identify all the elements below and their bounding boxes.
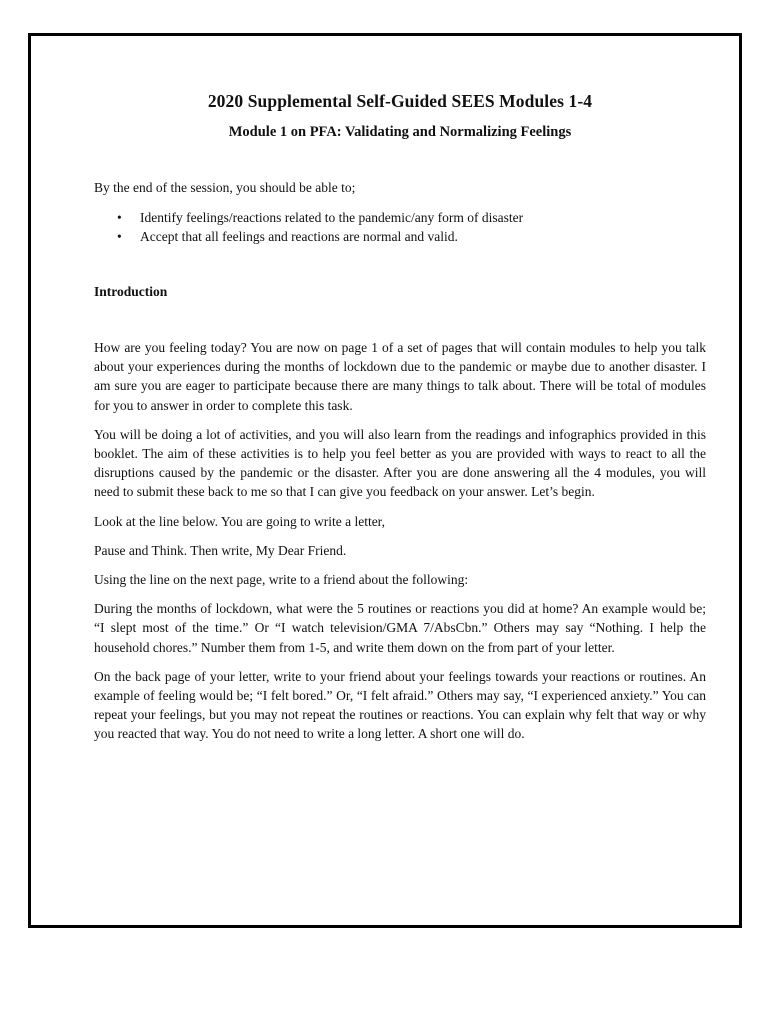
body-text — [94, 338, 706, 754]
document-title: 2020 Supplemental Self-Guided SEES Modules 1-4 — [207, 91, 593, 111]
objectives-list — [94, 208, 523, 246]
list-item — [94, 208, 523, 227]
page-border — [28, 33, 742, 928]
bullet-icon: • — [117, 229, 122, 244]
paragraph: You will be doing a lot of activities, and you will also learn from the readings and infographics provided in this booklet. The aim of these activities is to help you feel better as you are provided with ways to react to all the disruptions caused by the pandemic or the disaster. After you are done answering all the 4 modules, you will need to submit these back to me so that I can give you feedback on your answer. Let’s begin. — [94, 426, 706, 500]
paragraph: During the months of lockdown, what were the 5 routines or reactions you did at home? An example would be; “I slept most of the time.” Or “I watch television/GMA 7/AbsCbn.” Others may say “Nothing. I help the household chores.” Number them from 1-5, and write them down on the from part of your letter. — [94, 601, 706, 655]
list-item — [94, 227, 523, 246]
paragraph: Pause and Think. Then write, My Dear Friend. — [94, 542, 347, 558]
module-subtitle: Module 1 on PFA: Validating and Normalizing Feelings — [228, 124, 572, 140]
paragraph: How are you feeling today? You are now on page 1 of a set of pages that will contain modules to help you talk about your experiences during the months of lockdown due to the pandemic or maybe due to another disaster. I am sure you are eager to participate because there are many things to talk about. There will be total of modules for you to answer in order to complete this task. — [94, 340, 706, 413]
paragraph: Using the line on the next page, write to a friend about the following: — [94, 572, 469, 588]
objectives-intro: By the end of the session, you should be able to; — [94, 180, 356, 195]
objective-text: Accept that all feelings and reactions are normal and valid. — [140, 229, 458, 244]
bullet-icon: • — [117, 210, 122, 225]
paragraph: On the back page of your letter, write to your friend about your feelings towards your reactions or routines. An example of feeling would be; “I felt bored.” Or, “I felt afraid.” Others may say, “I experienced anxiety.” You can repeat your feelings, but you may not repeat the routines or reactions. You can explain why felt that way or why you reacted that way. You do not need to write a long letter. A short one will do. — [94, 668, 706, 742]
paragraph: Look at the line below. You are going to write a letter, — [94, 513, 386, 529]
section-heading: Introduction — [94, 284, 168, 299]
objective-text: Identify feelings/reactions related to the pandemic/any form of disaster — [140, 210, 524, 225]
